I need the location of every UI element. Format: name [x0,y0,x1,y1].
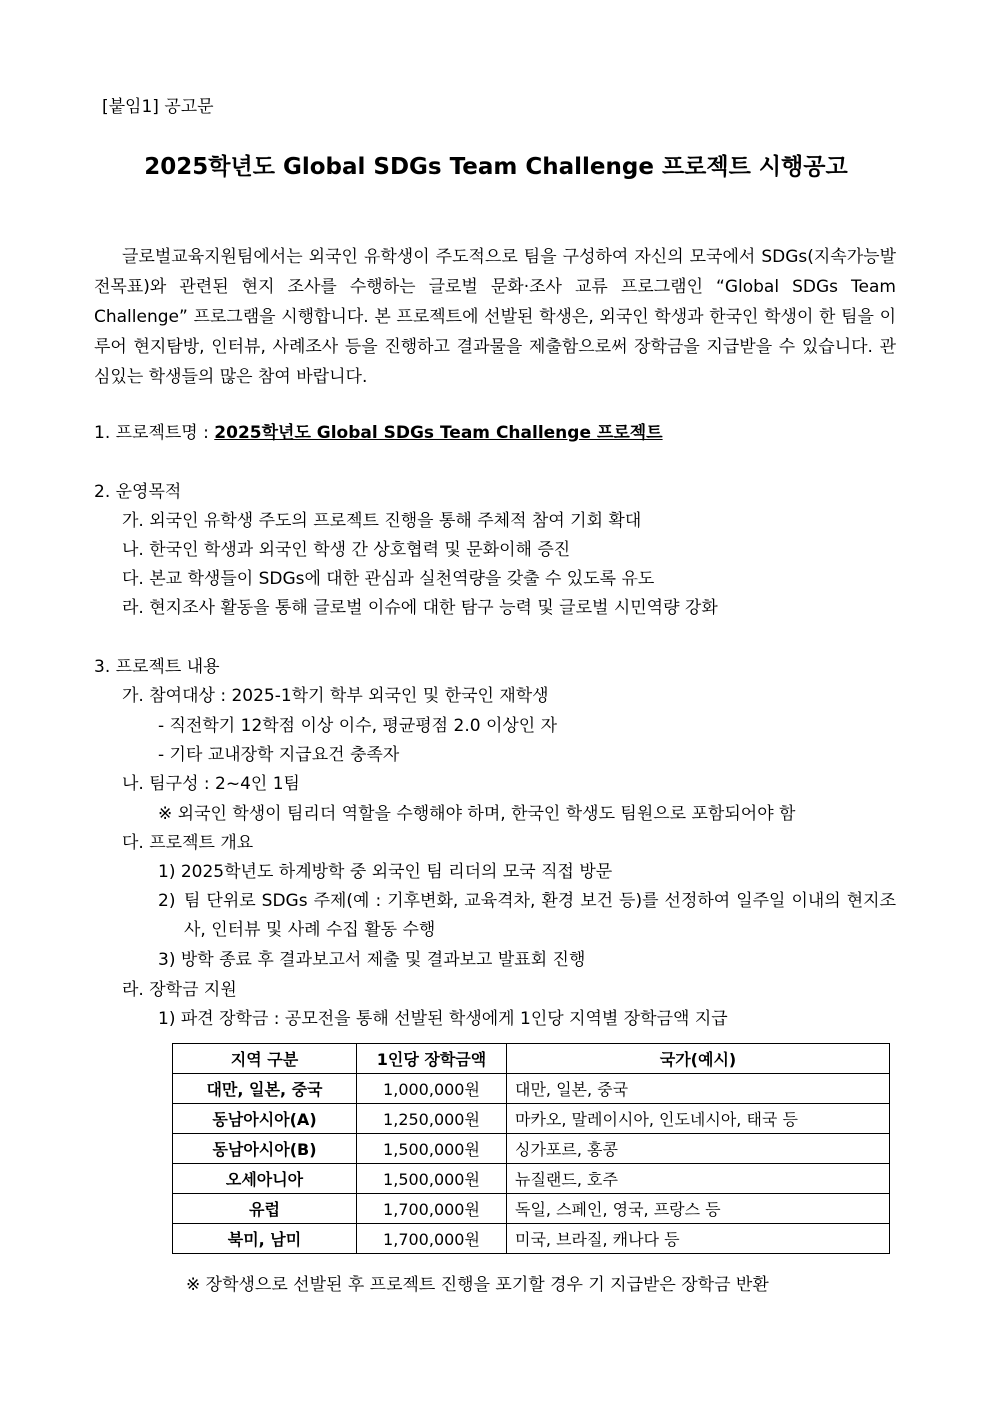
region-cell: 오세아니아 [173,1164,357,1194]
amount-cell: 1,700,000원 [357,1194,507,1224]
header-countries: 국가(예시) [507,1044,890,1074]
countries-cell: 싱가포르, 홍콩 [507,1134,890,1164]
region-cell: 동남아시아(B) [173,1134,357,1164]
amount-cell: 1,000,000원 [357,1074,507,1104]
intro-paragraph: 글로벌교육지원팀에서는 외국인 유학생이 주도적으로 팀을 구성하여 자신의 모국에서 SDGs(지속가능발전목표)와 관련된 현지 조사를 수행하는 글로벌 문화·조사 교류 프로그램인 “Global SDGs Team Challenge” 프로그램을 시행합니다. 본 프로젝트에 선발된 학생은, 외국인 학생과 한국인 학생이 한 팀을 이루어 현지탐방, 인터뷰, 사례조사 등을 진행하고 결과물을 제출함으로써 장학금을 지급받을 수 있습니다. 관심있는 학생들의 많은 참여 바랍니다. [94,247,897,387]
countries-cell: 대만, 일본, 중국 [507,1074,890,1104]
section3-c-item-2 [158,887,896,945]
header-region: 지역 구분 [173,1044,357,1074]
item-number: 2) [158,891,176,911]
refund-footnote: ※ 장학생으로 선발된 후 프로젝트 진행을 포기할 경우 기 지급받은 장학금 반환 [186,1275,769,1295]
section1-value: 2025학년도 Global SDGs Team Challenge 프로젝트 [214,423,663,443]
table-row [173,1074,890,1104]
document-title: 2025학년도 Global SDGs Team Challenge 프로젝트 시행공고 [144,154,848,180]
section3-b-note: ※ 외국인 학생이 팀리더 역할을 수행해야 하며, 한국인 학생도 팀원으로 포함되어야 함 [158,804,796,824]
region-cell: 유럽 [173,1194,357,1224]
table-row [173,1224,890,1254]
item-text: 2025학년도 하계방학 중 외국인 팀 리더의 모국 직접 방문 [180,862,613,882]
table-row [173,1104,890,1134]
table-row [173,1164,890,1194]
section3-c-item-3 [158,948,585,972]
section3-a-label: 가. 참여대상 : 2025-1학기 학부 외국인 및 한국인 재학생 [122,686,549,706]
countries-cell: 뉴질랜드, 호주 [507,1164,890,1194]
table-header-row [173,1044,890,1074]
region-cell: 북미, 남미 [173,1224,357,1254]
section3-a-sub: - 직전학기 12학점 이상 이수, 평균평점 2.0 이상인 자 [158,716,558,736]
item-number: 1) [158,862,176,882]
section2-heading: 2. 운영목적 [94,482,182,502]
table-row [173,1134,890,1164]
table-row [173,1194,890,1224]
countries-cell: 독일, 스페인, 영국, 프랑스 등 [507,1194,890,1224]
item-number: 3) [158,950,176,970]
section3-d-label: 라. 장학금 지원 [122,980,237,1000]
section3-a-sub: - 기타 교내장학 지급요건 충족자 [158,745,400,765]
section3-b-label: 나. 팀구성 : 2~4인 1팀 [122,774,300,794]
scholarship-table [172,1043,890,1254]
section2-item: 라. 현지조사 활동을 통해 글로벌 이슈에 대한 탐구 능력 및 글로벌 시민역량 강화 [122,598,718,618]
amount-cell: 1,500,000원 [357,1164,507,1194]
item-text: 방학 종료 후 결과보고서 제출 및 결과보고 발표회 진행 [180,950,586,970]
section1-project-name [94,421,663,445]
region-cell: 대만, 일본, 중국 [173,1074,357,1104]
countries-cell: 미국, 브라질, 캐나다 등 [507,1224,890,1254]
section2-item: 나. 한국인 학생과 외국인 학생 간 상호협력 및 문화이해 증진 [122,540,571,560]
region-cell: 동남아시아(A) [173,1104,357,1134]
amount-cell: 1,500,000원 [357,1134,507,1164]
section3-heading: 3. 프로젝트 내용 [94,657,220,677]
amount-cell: 1,700,000원 [357,1224,507,1254]
amount-cell: 1,250,000원 [357,1104,507,1134]
section3-c-item-1 [158,860,612,884]
section1-label: 1. 프로젝트명 : [94,423,215,443]
attachment-label: [붙임1] 공고문 [102,97,214,117]
header-amount: 1인당 장학금액 [357,1044,507,1074]
countries-cell: 마카오, 말레이시아, 인도네시아, 태국 등 [507,1104,890,1134]
section2-item: 다. 본교 학생들이 SDGs에 대한 관심과 실천역량을 갖출 수 있도록 유도 [122,569,655,589]
section2-item: 가. 외국인 유학생 주도의 프로젝트 진행을 통해 주체적 참여 기회 확대 [122,511,642,531]
section3-d-item-1: 1) 파견 장학금 : 공모전을 통해 선발된 학생에게 1인당 지역별 장학금액 지급 [158,1009,728,1029]
section3-c-label: 다. 프로젝트 개요 [122,833,254,853]
item-text: 팀 단위로 SDGs 주제(예 : 기후변화, 교육격차, 환경 보건 등)를 선정하여 일주일 이내의 현지조사, 인터뷰 및 사례 수집 활동 수행 [184,891,896,940]
